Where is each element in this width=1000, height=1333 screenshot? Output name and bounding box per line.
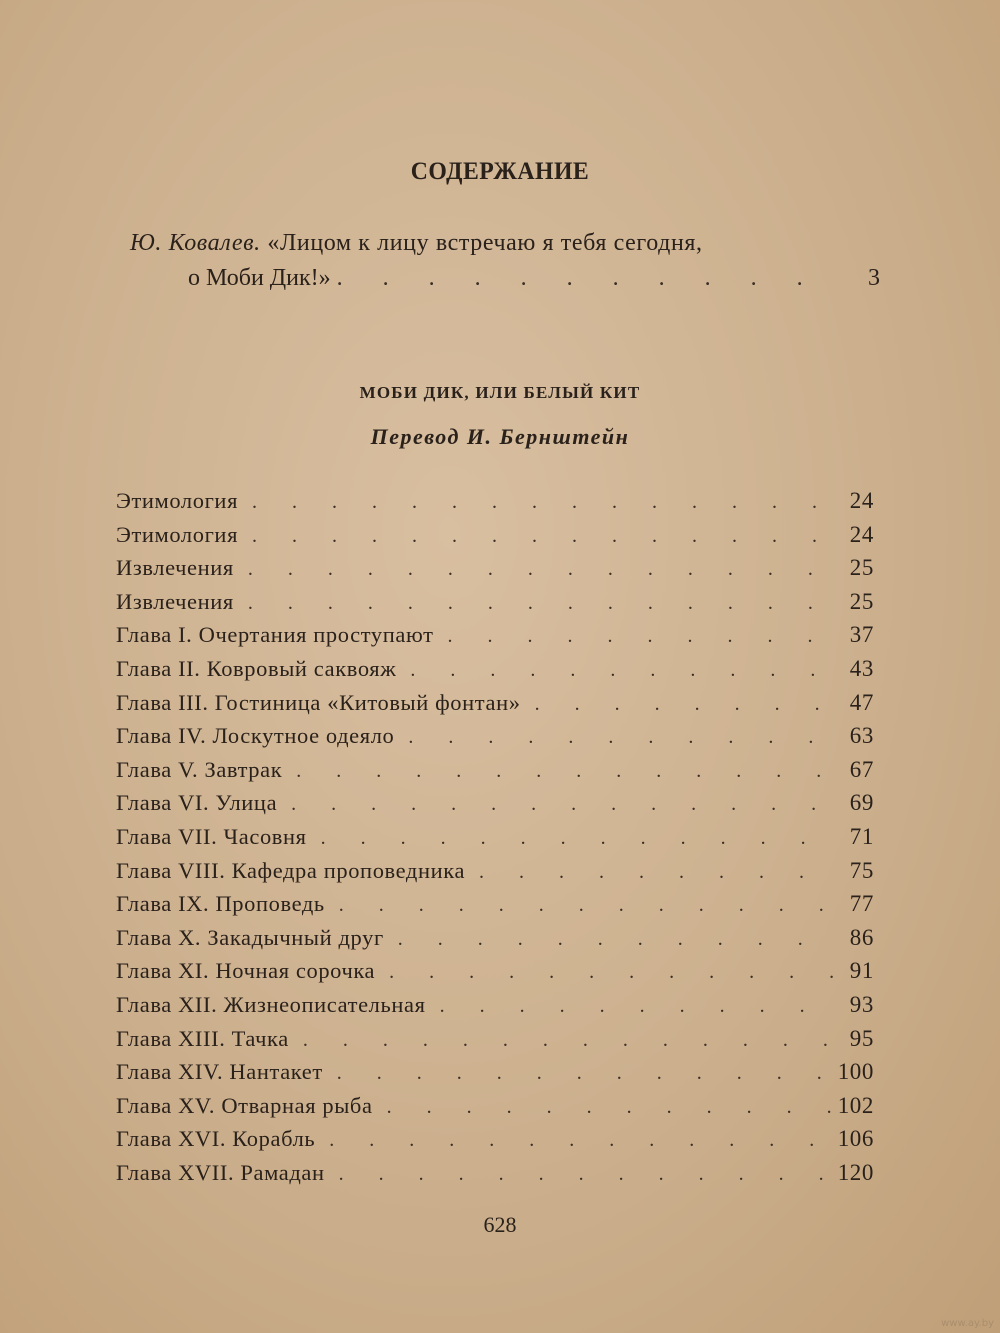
toc-entry: [116, 790, 874, 824]
toc-entry-label: Глава VII. Часовня: [116, 823, 307, 849]
dot-leader: [387, 1096, 834, 1119]
toc-entry-page: 24: [849, 488, 874, 513]
toc-entry: [116, 1126, 874, 1160]
toc-entry: [116, 488, 874, 522]
toc-entry-label: Глава V. Завтрак: [116, 756, 283, 782]
intro-line-2: [130, 265, 880, 292]
toc-entry: [116, 1026, 874, 1060]
toc-entry-label: Глава XII. Жизнеописательная: [116, 991, 426, 1017]
intro-entry: [130, 230, 880, 292]
toc-entry: [116, 622, 874, 656]
work-title: МОБИ ДИК, ИЛИ БЕЛЫЙ КИТ: [359, 383, 641, 402]
toc-entry-label: Глава XVI. Корабль: [116, 1126, 316, 1152]
toc-entry-page: 25: [849, 588, 874, 614]
dot-leader: [389, 961, 834, 984]
toc-entry-label: Этимология: [116, 521, 239, 547]
dot-leader: [296, 760, 834, 783]
toc-entry-page: 37: [849, 622, 874, 648]
dot-leader: [252, 525, 834, 548]
toc-list: [116, 488, 874, 1193]
toc-entry-page: 25: [849, 555, 874, 581]
toc-entry: [116, 925, 874, 959]
dot-leader: [448, 625, 834, 648]
toc-entry-label: Глава X. Закадычный друг: [116, 924, 384, 950]
toc-entry-label: Глава I. Очертания проступают: [116, 622, 434, 648]
dot-leader: [440, 995, 834, 1018]
toc-entry-label: Глава IX. Проповедь: [116, 891, 325, 917]
translator-credit: Перевод И. Бернштейн: [370, 424, 630, 449]
toc-entry-page: 67: [849, 756, 874, 782]
dot-leader: [321, 827, 834, 850]
dot-leader: [339, 1163, 834, 1186]
toc-entry-label: Глава VI. Улица: [116, 790, 278, 816]
toc-entry: [116, 589, 874, 623]
toc-entry-page: 106: [837, 1126, 874, 1152]
toc-entry-page: 95: [849, 1025, 874, 1051]
toc-entry-label: Глава XIV. Нантакет: [116, 1059, 323, 1085]
toc-entry-page: 120: [837, 1159, 874, 1185]
dot-leader: [337, 265, 844, 292]
toc-entry-label: Глава VIII. Кафедра проповедника: [116, 857, 466, 883]
toc-entry-page: 69: [849, 790, 874, 816]
intro-line-1: [130, 230, 880, 257]
toc-entry: [116, 958, 874, 992]
toc-entry-page: 77: [849, 891, 874, 917]
toc-entry: [116, 891, 874, 925]
toc-entry-page: 43: [849, 655, 874, 681]
dot-leader: [535, 693, 834, 716]
dot-leader: [303, 1029, 834, 1052]
dot-leader: [337, 1062, 834, 1085]
intro-author: Ю. Ковалев.: [130, 230, 261, 256]
toc-entry: [116, 723, 874, 757]
toc-entry-label: Глава XVII. Рамадан: [116, 1159, 325, 1185]
page-title: СОДЕРЖАНИЕ: [410, 158, 590, 185]
dot-leader: [408, 726, 834, 749]
toc-entry: [116, 1093, 874, 1127]
toc-entry-page: 75: [849, 857, 874, 883]
toc-entry-label: Глава III. Гостиница «Китовый фонтан»: [116, 689, 521, 715]
page-number: 628: [483, 1212, 517, 1237]
toc-entry: [116, 555, 874, 589]
watermark: www.ay.by: [941, 1318, 994, 1329]
toc-entry: [116, 757, 874, 791]
toc-entry-page: 63: [849, 723, 874, 749]
toc-entry-label: Глава XI. Ночная сорочка: [116, 958, 376, 984]
dot-leader: [248, 558, 834, 581]
toc-entry: [116, 824, 874, 858]
dot-leader: [248, 592, 834, 615]
toc-entry-page: 47: [849, 689, 874, 715]
toc-entry: [116, 858, 874, 892]
toc-entry-label: Извлечения: [116, 555, 234, 581]
toc-entry: [116, 656, 874, 690]
toc-entry: [116, 522, 874, 556]
toc-entry-page: 93: [849, 991, 874, 1017]
toc-entry: [116, 1160, 874, 1194]
toc-entry: [116, 992, 874, 1026]
toc-entry-page: 71: [849, 823, 874, 849]
toc-entry-label: Глава IV. Лоскутное одеяло: [116, 723, 395, 749]
dot-leader: [329, 1129, 833, 1152]
dot-leader: [398, 928, 834, 951]
intro-title-part-2: о Моби Дик!»: [188, 265, 331, 291]
toc-entry: [116, 1059, 874, 1093]
dot-leader: [339, 894, 834, 917]
toc-entry-label: Глава XIII. Тачка: [116, 1025, 289, 1051]
toc-entry-page: 100: [837, 1059, 874, 1085]
intro-title-part-1: «Лицом к лицу встречаю я тебя сегодня,: [267, 230, 703, 256]
toc-entry-page: 24: [849, 521, 874, 547]
dot-leader: [252, 491, 834, 514]
toc-entry-page: 86: [849, 924, 874, 950]
toc-entry-label: Этимология: [116, 488, 239, 513]
dot-leader: [479, 861, 834, 884]
toc-entry-label: Глава II. Ковровый саквояж: [116, 655, 397, 681]
dot-leader: [410, 659, 834, 682]
toc-entry-label: Извлечения: [116, 588, 234, 614]
toc-entry-label: Глава XV. Отварная рыба: [116, 1092, 373, 1118]
intro-page-number: 3: [868, 265, 880, 291]
toc-entry-page: 102: [837, 1092, 874, 1118]
toc-entry: [116, 690, 874, 724]
dot-leader: [291, 793, 834, 816]
toc-entry-page: 91: [849, 958, 874, 984]
